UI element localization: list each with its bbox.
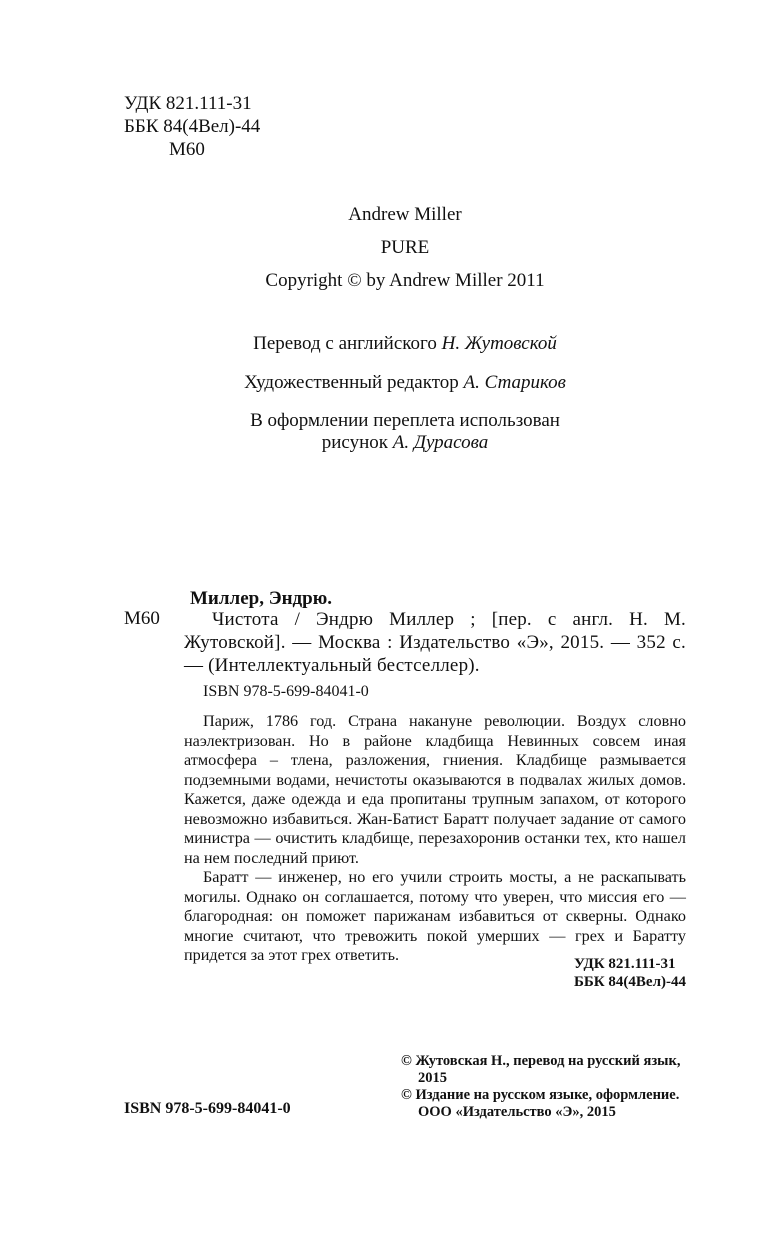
copyright-notice: © Издание на русском языке, оформление. ООО «Издательство «Э», 2015 [401,1087,680,1120]
catalog-entry-author: Миллер, Эндрю. [190,588,332,609]
translator-name: Н. Жутовской [441,333,557,354]
catalog-entry-code: М60 [124,608,160,629]
annotation-paragraph: Баратт — инженер, но его учили строить мосты, а не раскапывать могилы. Однако он соглашается, потому что уверен, что миссия его — благородная: он поможет парижанам избавиться от скверны. Однако многие считают, что тревожить покой умерших — грех и Баратту придется за этот грех ответить. [184,868,686,964]
classification-codes-bottom [574,955,686,991]
isbn-bottom: ISBN 978-5-699-84041-0 [124,1100,291,1117]
original-copyright: Copyright © by Andrew Miller 2011 [265,270,545,291]
author-mark: М60 [169,139,205,160]
copyright-notices [401,1053,701,1121]
classification-codes-top [124,92,260,161]
catalog-entry-isbn: ISBN 978-5-699-84041-0 [203,683,369,700]
annotation-paragraph: Париж, 1786 год. Страна накануне революции. Воздух словно наэлектризован. Но в районе кладбища Невинных совсем иная атмосфера – тлена, разложения, гниения. Кладбище размывается подземными водами, нечистоты оказываются в подвалах жилых домов. Кажется, даже одежда и еда пропитаны трупным запахом, от которого невозможно избавиться. Жан-Батист Баратт получает задание от самого министра — очистить кладбище, перезахоронив останки тех, кто нашел на нем последний приют. [184,712,686,867]
bbk-code: ББК 84(4Вел)-44 [573,974,686,990]
cover-credit-line1: В оформлении переплета использован [250,410,560,431]
art-editor-credit [0,372,768,394]
art-editor-label: Художественный редактор [244,372,459,393]
original-author: Andrew Miller [348,204,462,225]
copyright-notice: © Жутовская Н., перевод на русский язык, 2015 [401,1053,681,1086]
cover-credit-line2 [0,432,768,454]
catalog-entry-text: Чистота / Эндрю Миллер ; [пер. с англ. Н. М. Жутовской]. — Москва : Издательство «Э», 2015. — 352 с. — (Интеллектуальный бестселлер). [184,609,686,676]
art-editor-name: А. Стариков [463,372,566,393]
cover-artist-name: А. Дурасова [392,432,489,453]
translation-label: Перевод с английского [253,333,437,354]
bbk-code: ББК 84(4Вел)-44 [124,116,261,137]
translation-credit [0,333,768,355]
udk-code: УДК 821.111-31 [124,93,252,114]
cover-label: рисунок [321,432,389,453]
annotation [184,712,686,966]
udk-code: УДК 821.111-31 [573,956,676,972]
original-title: PURE [380,237,430,258]
